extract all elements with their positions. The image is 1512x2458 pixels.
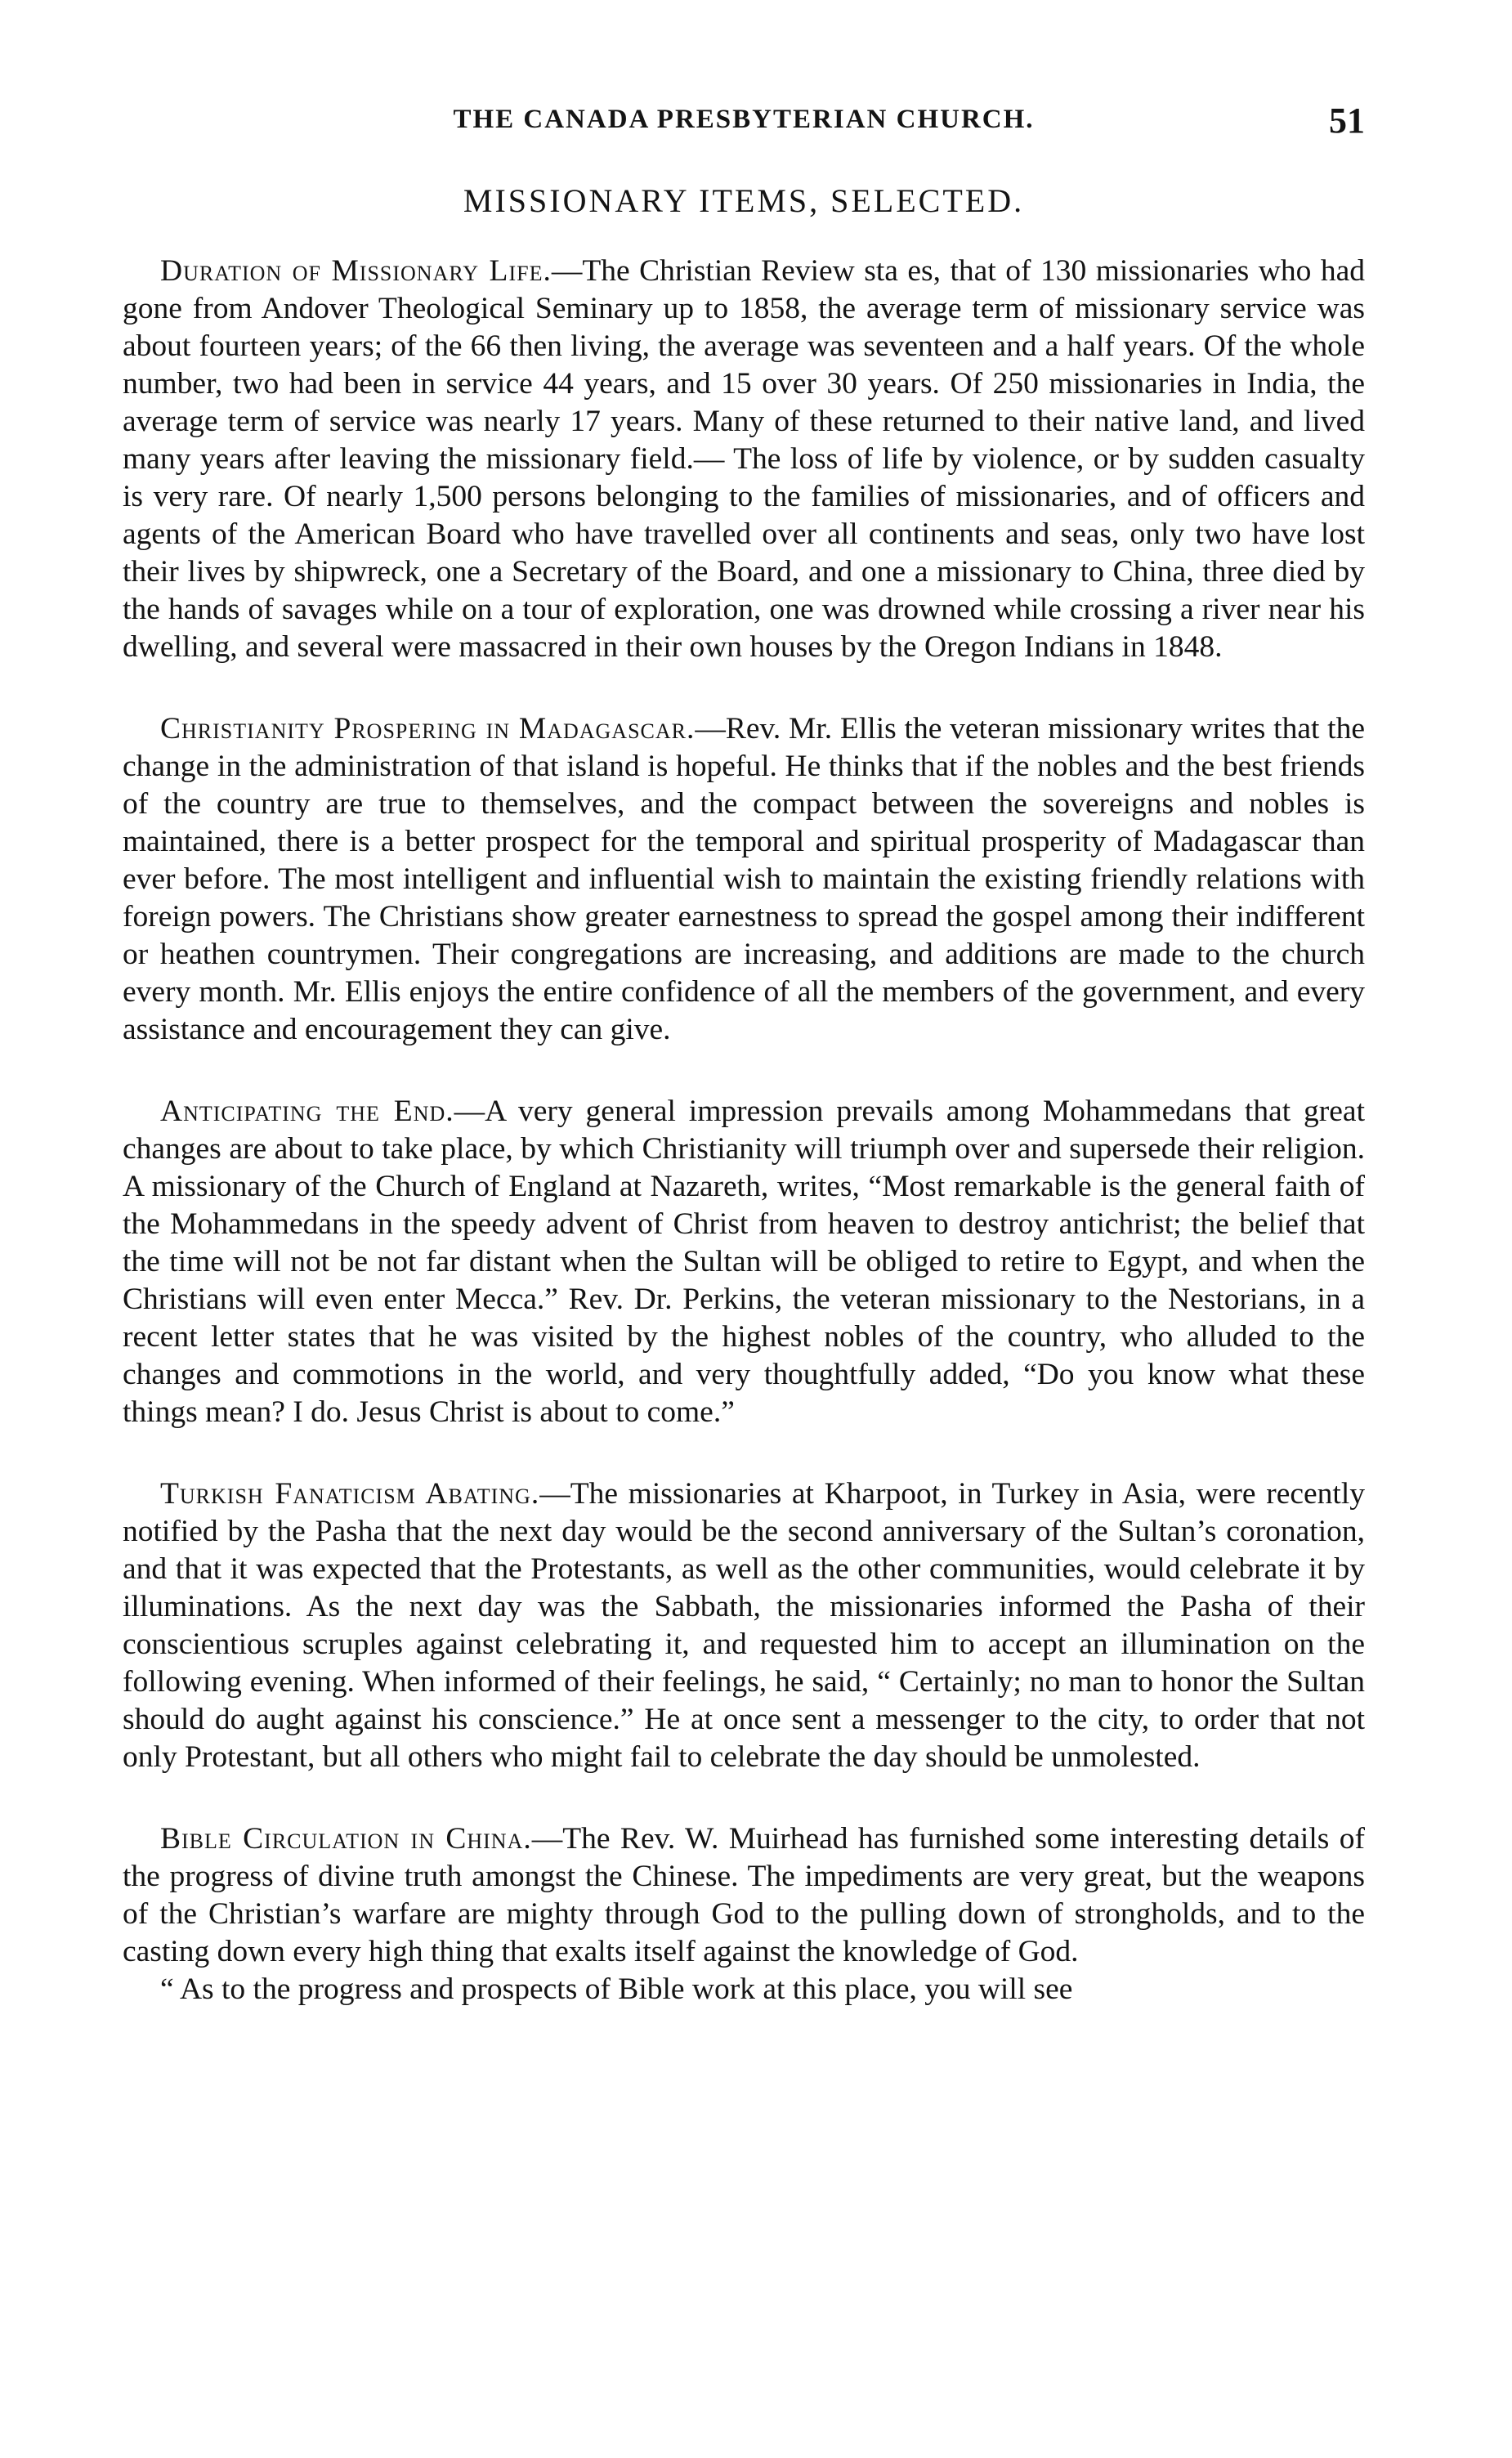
paragraph-caption: Duration of Missionary Life.	[160, 254, 552, 288]
paragraph-text: —The Christian Review sta es, that of 130 missionaries who had gone from Andover Theological Seminary up to 1858, the average term of missionary service was about fourteen years; of the 66 then living, the average was seventeen and a half years. Of the whole number, two had been in service 44 years, and 15 over 30 years. Of 250 missionaries in India, the average term of service was nearly 17 years. Many of these returned to their native land, and lived many years after leaving the missionary field.— The loss of life by violence, or by sudden casualty is very rare. Of nearly 1,500 persons belonging to the families of missionaries, and of officers and agents of the American Board who have travelled over all continents and seas, only two have lost their lives by shipwreck, one a Secretary of the Board, and one a missionary to China, three died by the hands of savages while on a tour of exploration, one was drowned while crossing a river near his dwelling, and several were massacred in their own houses by the Oregon Indians in 1848.	[123, 254, 1365, 664]
paragraph-bible-circulation-in-china	[123, 1820, 1365, 1971]
paragraph-duration-of-missionary-life	[123, 253, 1365, 666]
paragraph-caption: Christianity Prospering in Madagascar.	[160, 712, 696, 745]
running-title: THE CANADA PRESBYTERIAN CHURCH.	[453, 105, 1035, 134]
paragraph-turkish-fanaticism-abating	[123, 1475, 1365, 1776]
paragraph-caption: Turkish Fanaticism Abating.	[160, 1477, 540, 1511]
section-title: MISSIONARY ITEMS, SELECTED.	[463, 182, 1025, 219]
paragraph-text: —Rev. Mr. Ellis the veteran missionary writes that the change in the administration of that island is hopeful. He thinks that if the nobles and the best friends of the country are true to themselves, and the compact between the sovereigns and nobles is maintained, there is a better prospect for the temporal and spiritual prosperity of Madagascar than ever before. The most intelligent and influential wish to maintain the existing friendly relations with foreign powers. The Christians show greater earnestness to spread the gospel among their indifferent or heathen countrymen. Their congregations are increasing, and additions are made to the church every month. Mr. Ellis enjoys the entire confidence of all the members of the government, and every assistance and encouragement they can give.	[123, 712, 1365, 1046]
paragraph-caption: Anticipating the End.	[160, 1095, 454, 1128]
paragraph-caption: Bible Circulation in China.	[160, 1822, 532, 1856]
paragraph-christianity-in-madagascar	[123, 710, 1365, 1049]
paragraph-text: —A very general impression prevails among Mohammedans that great changes are about to take place, by which Christianity will triumph over and supersede their religion. A missionary of the Church of England at Nazareth, writes, “Most remarkable is the general faith of the Mohammedans in the speedy advent of Christ from heaven to destroy antichrist; the belief that the time will not be not far distant when the Sultan will be obliged to retire to Egypt, and when the Christians will even enter Mecca.” Rev. Dr. Perkins, the veteran missionary to the Nestorians, in a recent letter states that he was visited by the highest nobles of the country, who alluded to the changes and commotions in the world, and very thoughtfully added, “Do you know what these things mean? I do. Jesus Christ is about to come.”	[123, 1095, 1365, 1429]
paragraph-text: —The Rev. W. Muirhead has furnished some interesting details of the progress of divine truth amongst the Chinese. The impediments are very great, but the weapons of the Christian’s warfare are mighty through God to the pulling down of strongholds, and to the casting down every high thing that exalts itself against the knowledge of God.	[123, 1822, 1365, 1968]
running-head	[123, 101, 1365, 154]
paragraph-anticipating-the-end	[123, 1093, 1365, 1431]
page-number: 51	[1329, 101, 1365, 141]
closing-line: “ As to the progress and prospects of Bible work at this place, you will see	[160, 1972, 1073, 2006]
paragraph-text: —The missionaries at Kharpoot, in Turkey in Asia, were recently notified by the Pasha that the next day would be the second anniversary of the Sultan’s coronation, and that it was expected that the Protestants, as well as the other communities, would celebrate it by illuminations. As the next day was the Sabbath, the missionaries informed the Pasha of their conscientious scruples against celebrating it, and requested him to accept an illumination on the following evening. When informed of their feelings, he said, “ Certainly; no man to honor the Sultan should do aught against his conscience.” He at once sent a messenger to the city, to order that not only Protestant, but all others who might fail to celebrate the day should be unmolested.	[123, 1477, 1365, 1774]
